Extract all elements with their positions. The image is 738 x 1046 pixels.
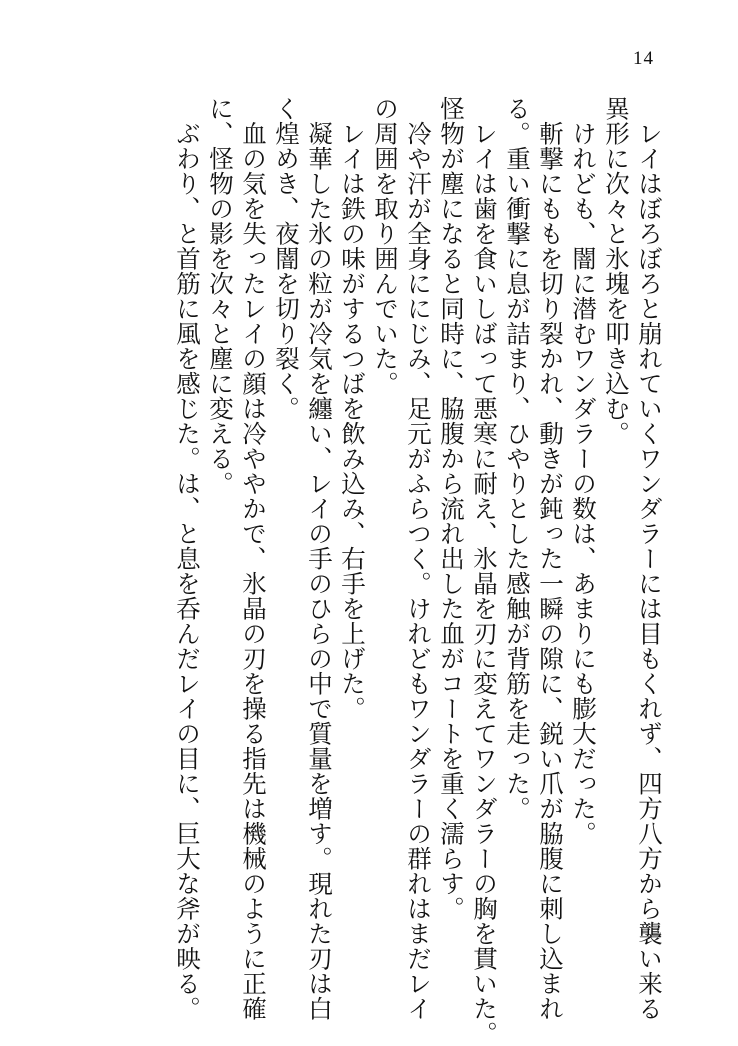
text-column: 血の気を失ったレイの顔は冷ややかで、氷晶の刃を操る指先は機械のように正確: [239, 120, 268, 1021]
page-number: 14: [633, 48, 654, 69]
text-column: 異形に次々と氷塊を叩き込む。: [602, 96, 631, 446]
text-column: に、怪物の影を次々と塵に変える。: [206, 96, 235, 496]
text-column: ぶわり、と首筋に風を感じた。は、と息を呑んだレイの目に、巨大な斧が映る。: [173, 120, 202, 1021]
text-column: レイは鉄の味がするつばを飲み込み、右手を上げた。: [338, 120, 367, 721]
text-column: レイはぼろぼろと崩れていくワンダラーには目もくれず、四方八方から襲い来る: [635, 120, 664, 1021]
text-column: く煌めき、夜闇を切り裂く。: [272, 96, 301, 421]
vertical-text-body: [171, 96, 666, 1046]
text-column: る。重い衝撃に息が詰まり、ひやりとした感触が背筋を走った。: [503, 96, 532, 821]
text-column: レイは歯を食いしばって悪寒に耐え、氷晶を刃に変えてワンダラーの胸を貫いた。: [470, 120, 499, 1046]
text-column: 凝華した氷の粒が冷気を纏い、レイの手のひらの中で質量を増す。現れた刃は白: [305, 120, 334, 1021]
text-column: 怪物が塵になると同時に、脇腹から流れ出した血がコートを重く濡らす。: [437, 96, 466, 921]
text-column: 冷や汗が全身ににじみ、足元がふらつく。けれどもワンダラーの群れはまだレイ: [404, 120, 433, 1021]
text-column: 斬撃にももを切り裂かれ、動きが鈍った一瞬の隙に、鋭い爪が脇腹に刺し込まれ: [536, 120, 565, 1021]
text-column: けれども、闇に潜むワンダラーの数は、あまりにも膨大だった。: [569, 120, 598, 846]
text-column: の周囲を取り囲んでいた。: [371, 96, 400, 396]
